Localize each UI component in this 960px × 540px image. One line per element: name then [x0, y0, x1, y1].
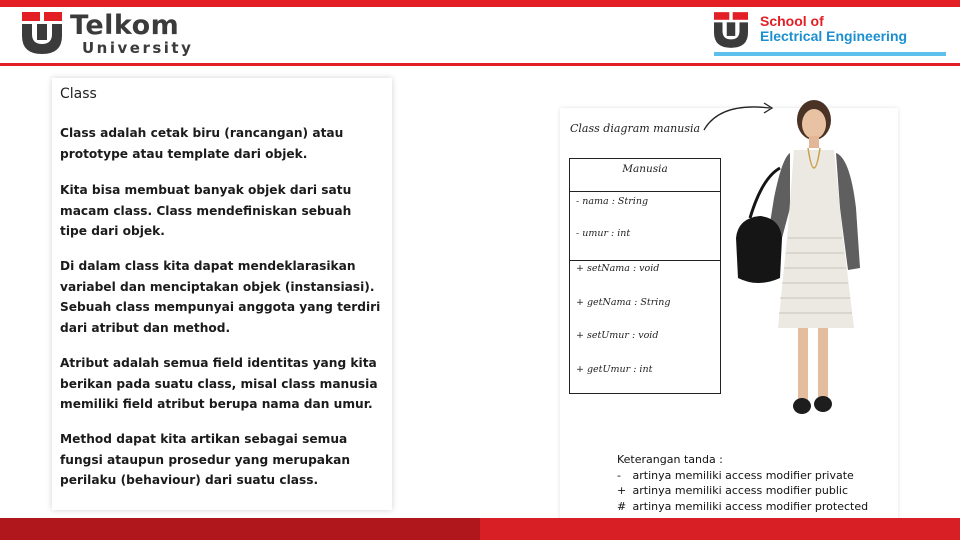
- school-line-2: Electrical Engineering: [760, 28, 908, 44]
- panel-title: Class: [60, 86, 97, 102]
- uml-class-name: Manusia: [570, 159, 720, 192]
- telkom-wordmark: Telkom: [70, 10, 180, 41]
- school-logo-icon: [714, 12, 748, 48]
- uml-method: + getNama : String: [576, 297, 671, 308]
- uml-method: + setNama : void: [576, 263, 660, 274]
- uml-method: + getUmur : int: [576, 364, 653, 375]
- header-divider: [0, 63, 960, 66]
- bottom-accent-right: [480, 518, 960, 540]
- school-line-1: School of: [760, 13, 824, 29]
- paragraph-3: Di dalam class kita dapat mendeklarasikan variabel dan menciptakan objek (instansiasi). Sebuah class mempunyai anggota yang terdiri dari atribut dan method.: [60, 259, 381, 335]
- legend-text: artinya memiliki access modifier protected: [632, 499, 869, 513]
- uml-attributes: [570, 192, 720, 261]
- legend-symbol: +: [617, 484, 627, 497]
- telkom-university-logo-icon: [22, 12, 62, 54]
- legend-text: artinya memiliki access modifier private: [632, 468, 854, 482]
- top-accent-bar: [0, 0, 960, 7]
- uml-attribute: - nama : String: [576, 196, 649, 207]
- paragraph-4: Atribut adalah semua field identitas yang kita berikan pada suatu class, misal class manusia memiliki field atribut berupa nama dan umur.: [60, 356, 378, 411]
- legend: [617, 452, 868, 514]
- legend-item: [617, 468, 868, 484]
- paragraph-5: Method dapat kita artikan sebagai semua fungsi ataupun prosedur yang merupakan perilaku (behaviour) dari suatu class.: [60, 432, 351, 487]
- class-explanation-panel: [52, 78, 392, 510]
- legend-item: [617, 499, 868, 515]
- legend-text: artinya memiliki access modifier public: [632, 484, 848, 497]
- school-logo-underline: [714, 52, 946, 56]
- uml-method: + setUmur : void: [576, 330, 659, 341]
- legend-symbol: #: [617, 499, 627, 513]
- university-wordmark: University: [82, 39, 194, 57]
- uml-class-box: [569, 158, 721, 394]
- diagram-caption: Class diagram manusia: [570, 122, 701, 135]
- person-photo: [732, 98, 872, 424]
- legend-item: [617, 483, 868, 499]
- legend-symbol: -: [617, 468, 621, 482]
- bottom-accent-band: [0, 518, 960, 540]
- legend-title: Keterangan tanda :: [617, 453, 723, 466]
- uml-attribute: - umur : int: [576, 228, 631, 239]
- paragraph-2: Kita bisa membuat banyak objek dari satu macam class. Class mendefiniskan sebuah tipe dari objek.: [60, 183, 352, 238]
- paragraph-1: Class adalah cetak biru (rancangan) atau prototype atau template dari objek.: [60, 126, 344, 161]
- school-wordmark: [760, 14, 907, 44]
